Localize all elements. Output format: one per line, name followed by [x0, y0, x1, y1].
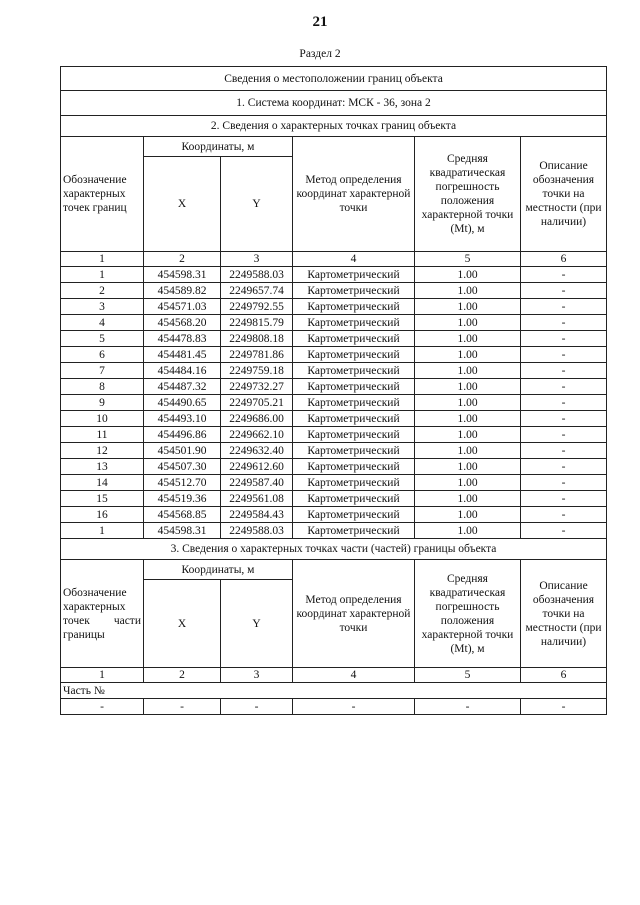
description-cell: - [521, 283, 607, 299]
document-frame [60, 66, 606, 715]
column-number: 1 [61, 252, 144, 267]
table-row [61, 395, 607, 411]
y-coordinate: 2249588.03 [221, 267, 293, 283]
table-row [61, 491, 607, 507]
part-x-header: X [144, 580, 221, 668]
method-cell: Картометрический [293, 283, 415, 299]
table-row [61, 267, 607, 283]
method-cell: Картометрический [293, 379, 415, 395]
coordinate-system: 1. Система координат: МСК - 36, зона 2 [61, 91, 607, 116]
point-number: 9 [61, 395, 144, 411]
method-cell: Картометрический [293, 523, 415, 539]
description-cell: - [521, 347, 607, 363]
point-number: 6 [61, 347, 144, 363]
points-body [61, 267, 607, 539]
description-cell: - [521, 379, 607, 395]
error-cell: 1.00 [415, 267, 521, 283]
error-cell: 1.00 [415, 411, 521, 427]
method-cell: Картометрический [293, 491, 415, 507]
description-cell: - [521, 475, 607, 491]
part-coordinates-header: Координаты, м [144, 560, 293, 580]
table-row [61, 459, 607, 475]
boundary-points-heading: 2. Сведения о характерных точках границ объекта [61, 116, 607, 137]
part-description-header: Описание обозначения точки на местности (при наличии) [521, 560, 607, 668]
error-cell: 1.00 [415, 363, 521, 379]
error-cell: 1.00 [415, 507, 521, 523]
error-cell: 1.00 [415, 443, 521, 459]
point-number: 13 [61, 459, 144, 475]
table-row [61, 427, 607, 443]
table-row [61, 331, 607, 347]
table-row [61, 363, 607, 379]
part-empty-row [61, 699, 607, 715]
method-cell: Картометрический [293, 459, 415, 475]
x-coordinate: 454512.70 [144, 475, 221, 491]
error-cell: 1.00 [415, 379, 521, 395]
method-cell: Картометрический [293, 267, 415, 283]
error-cell: 1.00 [415, 315, 521, 331]
x-coordinate: 454490.65 [144, 395, 221, 411]
method-cell: Картометрический [293, 475, 415, 491]
part-designation-header: Обозначение характерных точек части границы [61, 560, 144, 668]
error-cell: 1.00 [415, 475, 521, 491]
column-number: 3 [221, 668, 293, 683]
part-y-header: Y [221, 580, 293, 668]
column-number: 2 [144, 668, 221, 683]
point-number: 2 [61, 283, 144, 299]
x-coordinate: 454571.03 [144, 299, 221, 315]
point-number: 1 [61, 523, 144, 539]
column-numbers-row [61, 252, 607, 267]
y-coordinate: 2249657.74 [221, 283, 293, 299]
y-coordinate: 2249732.27 [221, 379, 293, 395]
table-row [61, 443, 607, 459]
point-number: 1 [61, 267, 144, 283]
table-row [61, 315, 607, 331]
y-coordinate: 2249587.40 [221, 475, 293, 491]
method-cell: Картометрический [293, 347, 415, 363]
column-number: 1 [61, 668, 144, 683]
column-number: 6 [521, 668, 607, 683]
x-coordinate: 454481.45 [144, 347, 221, 363]
y-coordinate: 2249705.21 [221, 395, 293, 411]
x-coordinate: 454598.31 [144, 267, 221, 283]
y-coordinate: 2249612.60 [221, 459, 293, 475]
x-coordinate: 454496.86 [144, 427, 221, 443]
table-row [61, 347, 607, 363]
part-number-label: Часть № [61, 683, 607, 699]
x-coordinate: 454507.30 [144, 459, 221, 475]
page-number: 21 [312, 14, 328, 30]
point-number: 14 [61, 475, 144, 491]
part-points-heading: 3. Сведения о характерных точках части (частей) границы объекта [61, 539, 607, 560]
point-number: 5 [61, 331, 144, 347]
description-cell: - [521, 395, 607, 411]
description-cell: - [521, 523, 607, 539]
method-cell: Картометрический [293, 363, 415, 379]
method-cell: Картометрический [293, 443, 415, 459]
method-cell: Картометрический [293, 411, 415, 427]
point-number: 7 [61, 363, 144, 379]
error-cell: 1.00 [415, 331, 521, 347]
point-number: 3 [61, 299, 144, 315]
empty-cell: - [144, 699, 221, 715]
error-cell: 1.00 [415, 491, 521, 507]
error-header: Средняя квадратическая погрешность положения характерной точки (Mt), м [415, 137, 521, 252]
y-header: Y [221, 157, 293, 252]
error-cell: 1.00 [415, 395, 521, 411]
y-coordinate: 2249781.86 [221, 347, 293, 363]
method-cell: Картометрический [293, 315, 415, 331]
table-row [61, 379, 607, 395]
description-cell: - [521, 491, 607, 507]
column-number: 5 [415, 668, 521, 683]
table-row [61, 475, 607, 491]
method-cell: Картометрический [293, 427, 415, 443]
column-number: 5 [415, 252, 521, 267]
description-cell: - [521, 331, 607, 347]
y-coordinate: 2249815.79 [221, 315, 293, 331]
x-header: X [144, 157, 221, 252]
y-coordinate: 2249662.10 [221, 427, 293, 443]
empty-cell: - [293, 699, 415, 715]
column-number: 4 [293, 668, 415, 683]
error-cell: 1.00 [415, 459, 521, 475]
empty-cell: - [61, 699, 144, 715]
description-cell: - [521, 267, 607, 283]
method-cell: Картометрический [293, 507, 415, 523]
part-column-numbers-row [61, 668, 607, 683]
x-coordinate: 454487.32 [144, 379, 221, 395]
point-number: 11 [61, 427, 144, 443]
description-cell: - [521, 411, 607, 427]
error-cell: 1.00 [415, 283, 521, 299]
y-coordinate: 2249588.03 [221, 523, 293, 539]
description-cell: - [521, 315, 607, 331]
point-number: 15 [61, 491, 144, 507]
method-cell: Картометрический [293, 331, 415, 347]
x-coordinate: 454501.90 [144, 443, 221, 459]
table-row [61, 283, 607, 299]
x-coordinate: 454568.85 [144, 507, 221, 523]
point-number: 16 [61, 507, 144, 523]
empty-cell: - [221, 699, 293, 715]
description-cell: - [521, 507, 607, 523]
y-coordinate: 2249584.43 [221, 507, 293, 523]
error-cell: 1.00 [415, 299, 521, 315]
description-cell: - [521, 363, 607, 379]
table-row [61, 299, 607, 315]
error-cell: 1.00 [415, 347, 521, 363]
method-cell: Картометрический [293, 299, 415, 315]
description-header: Описание обозначения точки на местности (при наличии) [521, 137, 607, 252]
description-cell: - [521, 427, 607, 443]
y-coordinate: 2249632.40 [221, 443, 293, 459]
empty-cell: - [521, 699, 607, 715]
y-coordinate: 2249808.18 [221, 331, 293, 347]
y-coordinate: 2249792.55 [221, 299, 293, 315]
x-coordinate: 454519.36 [144, 491, 221, 507]
y-coordinate: 2249759.18 [221, 363, 293, 379]
point-number: 10 [61, 411, 144, 427]
table-row [61, 507, 607, 523]
x-coordinate: 454478.83 [144, 331, 221, 347]
x-coordinate: 454493.10 [144, 411, 221, 427]
method-header: Метод определения координат характерной точки [293, 137, 415, 252]
method-cell: Картометрический [293, 395, 415, 411]
description-cell: - [521, 443, 607, 459]
description-cell: - [521, 299, 607, 315]
point-number: 4 [61, 315, 144, 331]
description-cell: - [521, 459, 607, 475]
table-row [61, 523, 607, 539]
empty-cell: - [415, 699, 521, 715]
table-row [61, 411, 607, 427]
y-coordinate: 2249561.08 [221, 491, 293, 507]
error-cell: 1.00 [415, 427, 521, 443]
part-method-header: Метод определения координат характерной точки [293, 560, 415, 668]
point-number: 8 [61, 379, 144, 395]
point-number: 12 [61, 443, 144, 459]
section-label: Раздел 2 [299, 48, 341, 60]
x-coordinate: 454568.20 [144, 315, 221, 331]
part-error-header: Средняя квадратическая погрешность положения характерной точки (Mt), м [415, 560, 521, 668]
y-coordinate: 2249686.00 [221, 411, 293, 427]
x-coordinate: 454589.82 [144, 283, 221, 299]
designation-header: Обозначение характерных точек границ [61, 137, 144, 252]
table-title: Сведения о местоположении границ объекта [61, 67, 607, 91]
boundary-table [60, 66, 607, 715]
x-coordinate: 454484.16 [144, 363, 221, 379]
column-number: 6 [521, 252, 607, 267]
coordinates-header: Координаты, м [144, 137, 293, 157]
error-cell: 1.00 [415, 523, 521, 539]
x-coordinate: 454598.31 [144, 523, 221, 539]
column-number: 3 [221, 252, 293, 267]
column-number: 4 [293, 252, 415, 267]
column-number: 2 [144, 252, 221, 267]
